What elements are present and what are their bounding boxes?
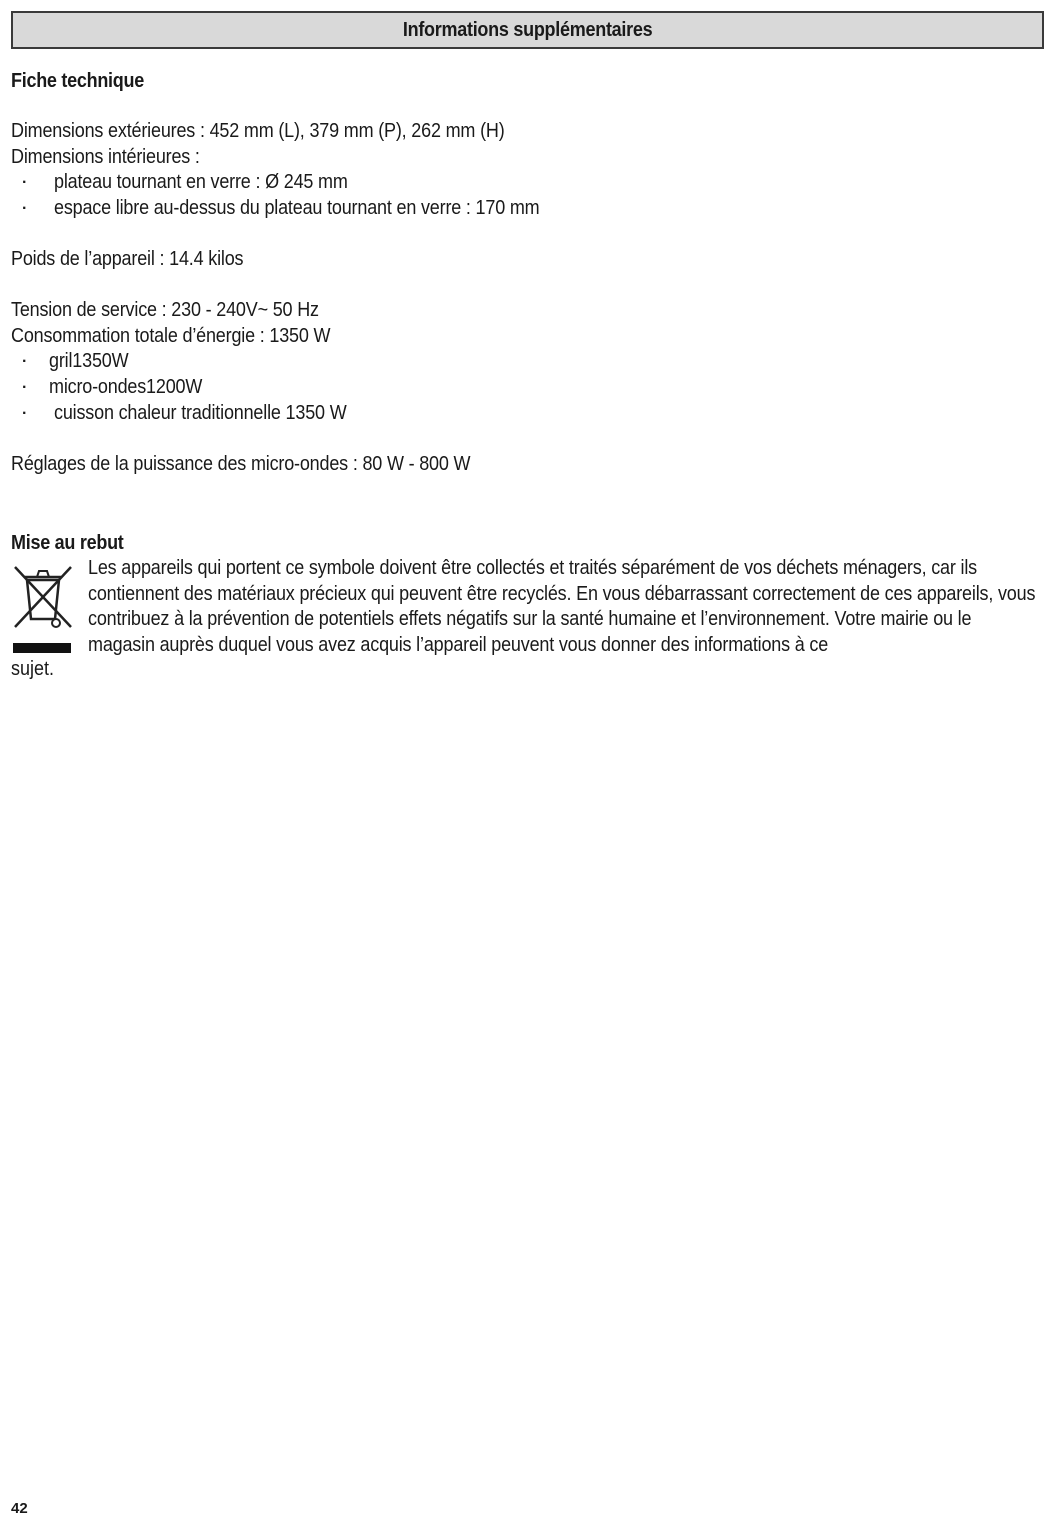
disposal-title: Mise au rebut (11, 532, 124, 554)
crossed-out-wheelie-bin-icon (11, 563, 75, 655)
consumption-item: gril1350W (49, 350, 129, 372)
section-header-bar (11, 11, 1044, 49)
spec-title: Fiche technique (11, 70, 144, 92)
consumption-item: micro-ondes1200W (49, 376, 203, 398)
bullet-icon: · (22, 405, 28, 422)
page-number: 42 (11, 1500, 28, 1517)
interior-item: espace libre au-dessus du plateau tournant en verre : 170 mm (54, 197, 540, 219)
section-header-title: Informations supplémentaires (402, 18, 653, 41)
total-consumption: Consommation totale d’énergie : 1350 W (11, 325, 331, 347)
bullet-icon: · (22, 174, 28, 191)
consumption-item: cuisson chaleur traditionnelle 1350 W (54, 402, 347, 424)
microwave-power-settings: Réglages de la puissance des micro-ondes : 80 W - 800 W (11, 453, 471, 475)
interior-item: plateau tournant en verre : Ø 245 mm (54, 171, 348, 193)
disposal-paragraph-end: sujet. (11, 658, 55, 680)
dimensions-interior: Dimensions intérieures : (11, 146, 200, 168)
bullet-icon: · (22, 353, 28, 370)
bullet-icon: · (22, 379, 28, 396)
appliance-weight: Poids de l’appareil : 14.4 kilos (11, 248, 244, 270)
dimensions-exterior: Dimensions extérieures : 452 mm (L), 379 mm (P), 262 mm (H) (11, 120, 505, 142)
disposal-paragraph: Les appareils qui portent ce symbole doivent être collectés et traités séparément de vos déchets ménagers, car ils contiennent des matériaux précieux qui peuvent être recyclés. En vous débarrassant correctement de ces appareils, vous contribuez à la prévention de potentiels effets négatifs sur la santé humaine et l’environnement. Votre mairie ou le magasin auprès duquel vous avez acquis l’appareil peuvent vous donner des informations à ce (88, 557, 1036, 656)
bullet-icon: · (22, 200, 28, 217)
operating-voltage: Tension de service : 230 - 240V~ 50 Hz (11, 299, 319, 321)
